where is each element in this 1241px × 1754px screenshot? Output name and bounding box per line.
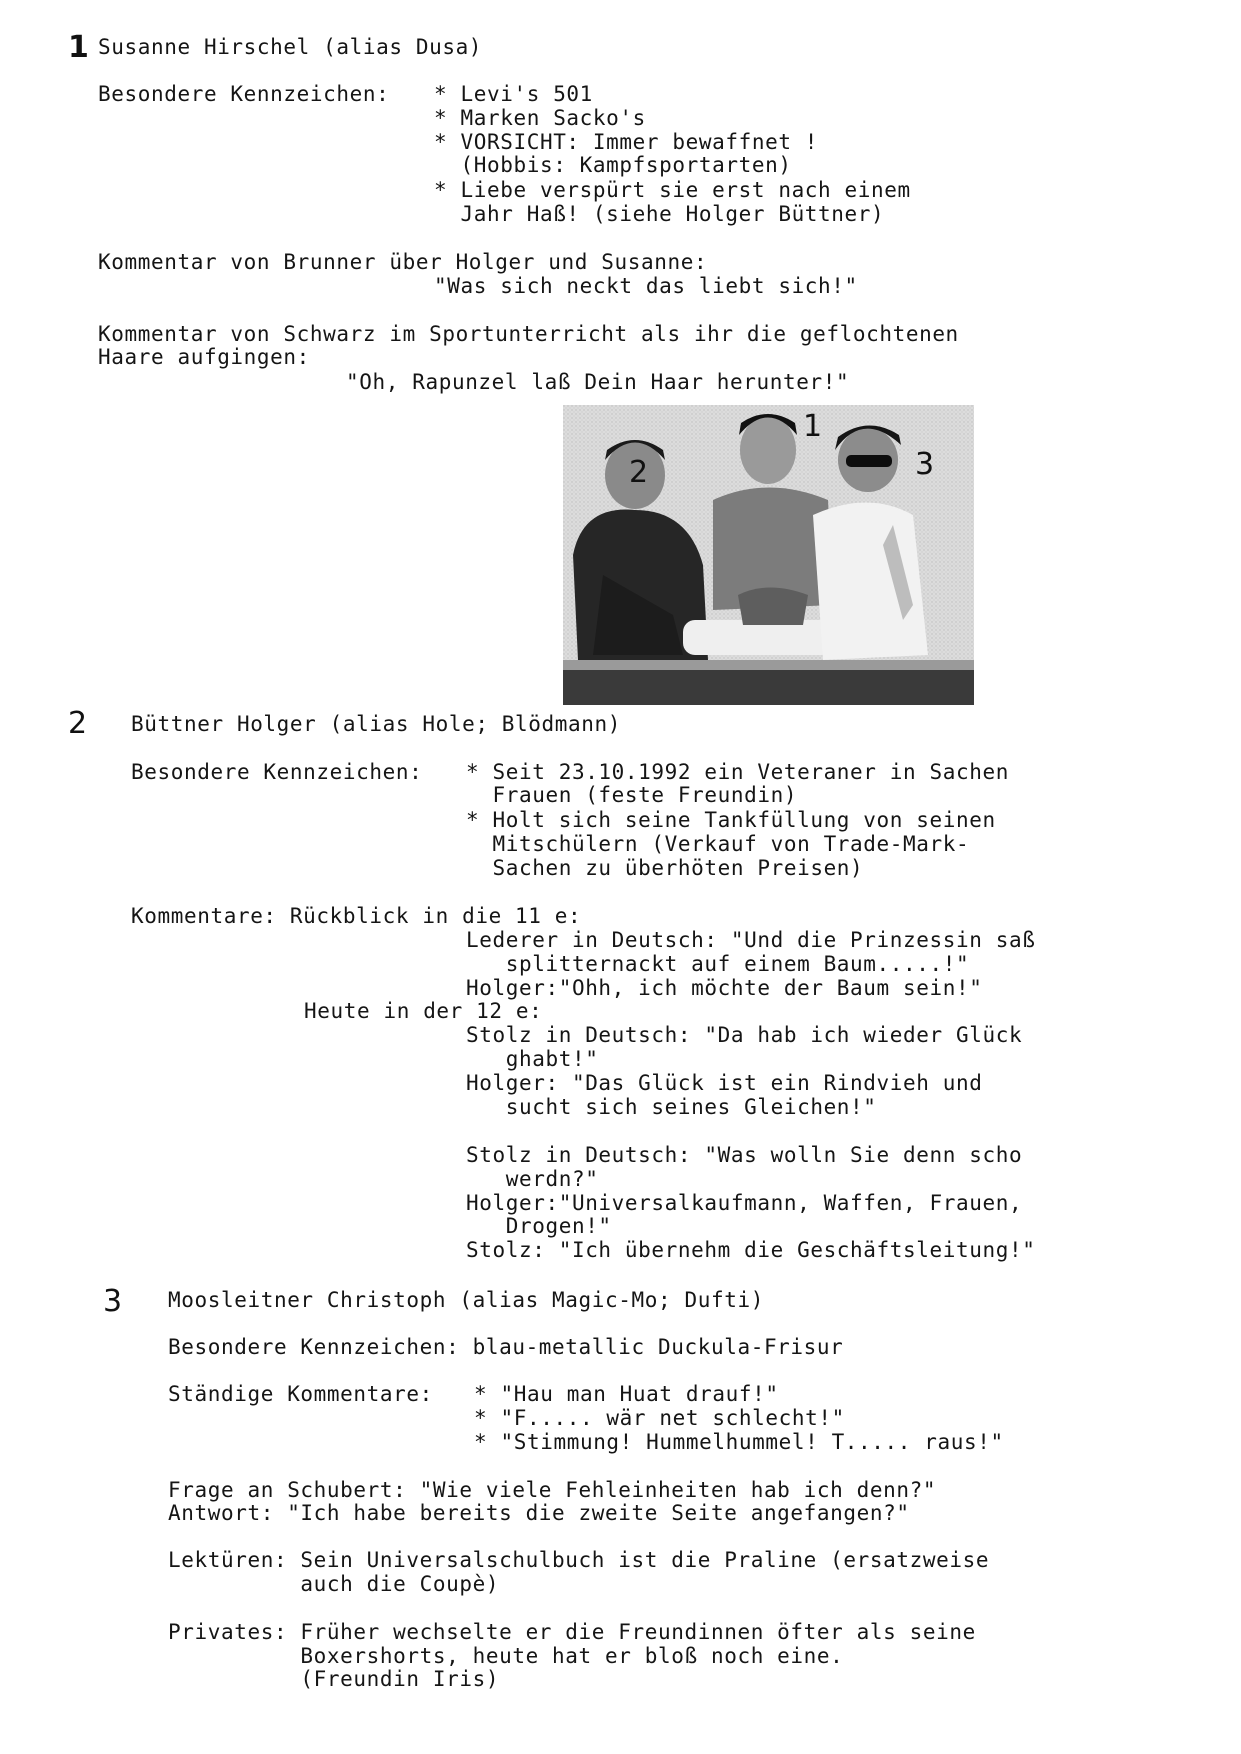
entry3-question: Frage an Schubert: "Wie viele Fehleinheiten hab ich denn?" <box>168 1478 937 1502</box>
entry2-past-line: splitternackt auf einem Baum.....!" <box>466 952 970 976</box>
entry3-comment: * "F..... wär net schlecht!" <box>474 1406 845 1430</box>
entry3-private: Boxershorts, heute hat er bloß noch eine. <box>168 1644 844 1668</box>
entry-number-1: 1 <box>68 30 89 65</box>
entry3-comment: * "Stimmung! Hummelhummel! T..... raus!" <box>474 1430 1004 1454</box>
entry2-today-label: Heute in der 12 e: <box>304 999 543 1023</box>
entry1-comment-quote: "Was sich neckt das liebt sich!" <box>434 274 858 298</box>
entry-number-3: 3 <box>103 1284 123 1319</box>
entry3-comment: * "Hau man Huat drauf!" <box>474 1382 779 1406</box>
entry2-today-line: Stolz: "Ich übernehm die Geschäftsleitung!" <box>466 1238 1036 1262</box>
entry3-private: (Freundin Iris) <box>168 1667 500 1691</box>
entry2-feature: Mitschülern (Verkauf von Trade-Mark- <box>466 832 970 856</box>
entry1-comment2-quote: "Oh, Rapunzel laß Dein Haar herunter!" <box>346 370 850 394</box>
entry3-private: Privates: Früher wechselte er die Freundinnen öfter als seine <box>168 1620 976 1644</box>
entry2-feature: Frauen (feste Freundin) <box>466 783 798 807</box>
entry3-name: Moosleitner Christoph (alias Magic-Mo; Dufti) <box>168 1288 764 1312</box>
entry2-feature: Sachen zu überhöten Preisen) <box>466 856 864 880</box>
entry2-today-line: Stolz in Deutsch: "Was wolln Sie denn scho <box>466 1143 1023 1167</box>
entry2-feature: * Seit 23.10.1992 ein Veteraner in Sachen <box>466 760 1009 784</box>
entry3-reading: auch die Coupè) <box>168 1572 500 1596</box>
entry2-today-line: werdn?" <box>466 1167 599 1191</box>
entry2-today-line: Stolz in Deutsch: "Da hab ich wieder Glück <box>466 1023 1023 1047</box>
entry2-today-line: Holger:"Universalkaufmann, Waffen, Frauen, <box>466 1191 1023 1215</box>
entry2-name: Büttner Holger (alias Hole; Blödmann) <box>131 712 621 736</box>
entry3-features: Besondere Kennzeichen: blau-metallic Duckula-Frisur <box>168 1335 844 1359</box>
entry1-comment2-line: Haare aufgingen: <box>98 345 310 369</box>
entry2-today-line: ghabt!" <box>466 1047 599 1071</box>
entry2-features-label: Besondere Kennzeichen: <box>131 760 423 784</box>
entry1-name: Susanne Hirschel (alias Dusa) <box>98 35 483 59</box>
entry3-reading: Lektüren: Sein Universalschulbuch ist die Praline (ersatzweise <box>168 1548 990 1572</box>
entry-number-2: 2 <box>68 706 88 741</box>
entry1-feature: (Hobbis: Kampfsportarten) <box>434 153 792 177</box>
photo-label-3: 3 <box>915 447 935 482</box>
entry3-answer: Antwort: "Ich habe bereits die zweite Seite angefangen?" <box>168 1501 910 1525</box>
entry2-today-line: Drogen!" <box>466 1214 612 1238</box>
entry2-feature: * Holt sich seine Tankfüllung von seinen <box>466 808 996 832</box>
photo-label-1: 1 <box>803 409 823 444</box>
entry1-comment-label: Kommentar von Brunner über Holger und Susanne: <box>98 250 708 274</box>
photo-illustration <box>563 405 974 705</box>
entry2-past-line: Holger:"Ohh, ich möchte der Baum sein!" <box>466 976 983 1000</box>
entry2-past-line: Lederer in Deutsch: "Und die Prinzessin saß <box>466 928 1036 952</box>
entry2-today-line: sucht sich seines Gleichen!" <box>466 1095 877 1119</box>
entry1-feature: * Marken Sacko's <box>434 106 646 130</box>
entry1-feature: * Levi's 501 <box>434 82 593 106</box>
entry1-feature: Jahr Haß! (siehe Holger Büttner) <box>434 202 885 226</box>
entry3-comments-label: Ständige Kommentare: <box>168 1382 433 1406</box>
group-photo <box>563 405 974 705</box>
entry2-today-line: Holger: "Das Glück ist ein Rindvieh und <box>466 1071 983 1095</box>
entry1-comment2-line: Kommentar von Schwarz im Sportunterricht als ihr die geflochtenen <box>98 322 959 346</box>
entry1-features-label: Besondere Kennzeichen: <box>98 82 390 106</box>
photo-label-2: 2 <box>629 455 649 490</box>
entry2-comments-label: Kommentare: Rückblick in die 11 e: <box>131 904 582 928</box>
entry1-feature: * VORSICHT: Immer bewaffnet ! <box>434 130 819 154</box>
entry1-feature: * Liebe verspürt sie erst nach einem <box>434 178 911 202</box>
